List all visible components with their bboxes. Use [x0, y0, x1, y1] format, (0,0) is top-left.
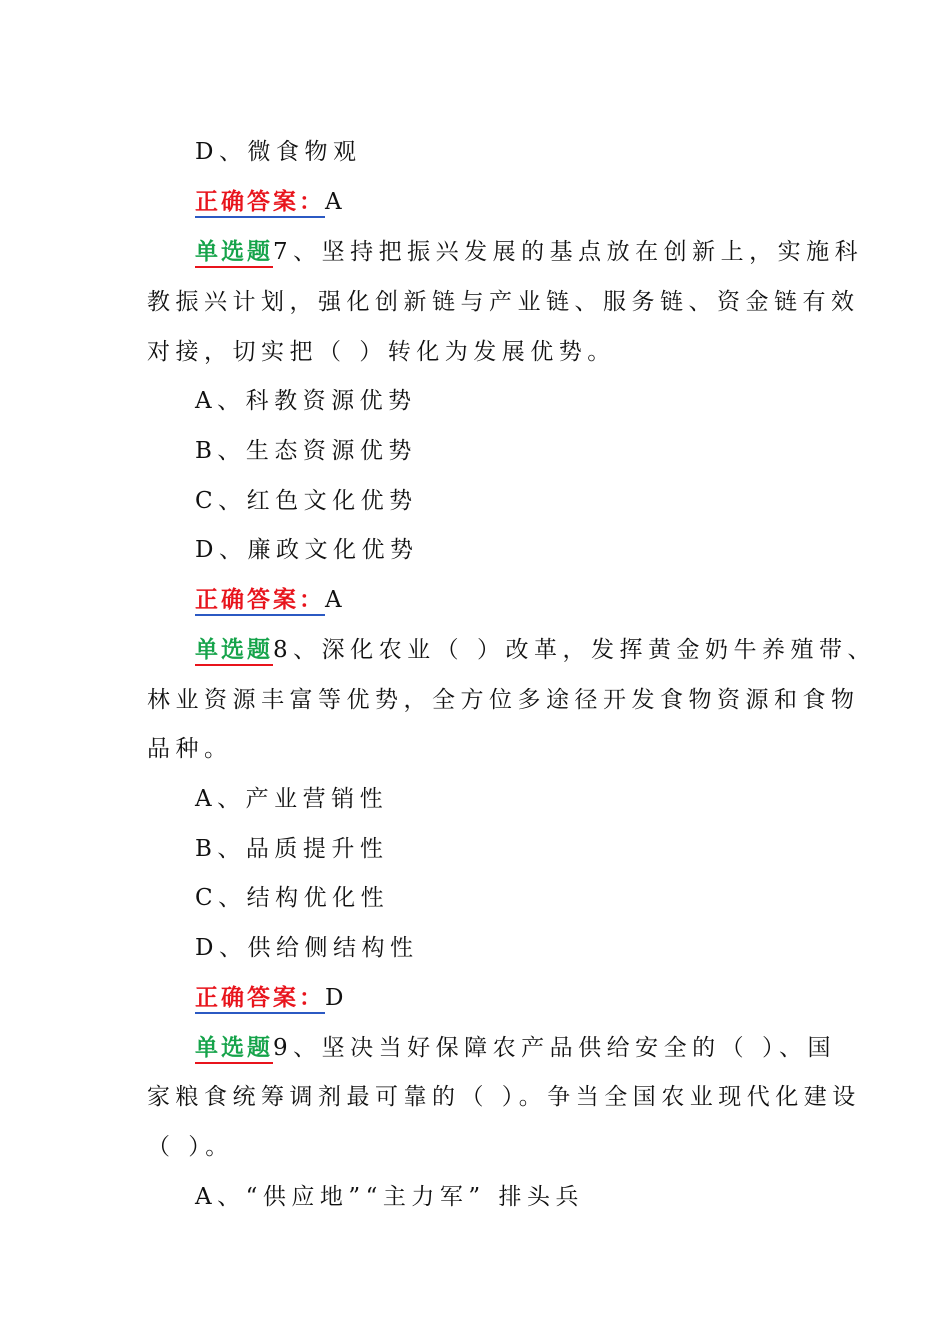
question-type-label: 单选题 [195, 636, 273, 666]
q8-option-b: B、品质提升性 [195, 836, 389, 862]
q7-stem-line3: 对接，切实把（ ）转化为发展优势。 [147, 339, 616, 365]
answer-value: A [325, 587, 348, 613]
q6-option-d: D、微食物观 [195, 139, 362, 165]
q9-stem-line2: 家粮食统筹调剂最可靠的（ ）。争当全国农业现代化建设 [147, 1084, 861, 1110]
q8-option-a: A、产业营销性 [195, 786, 389, 812]
answer-label: 正确答案： [195, 586, 325, 616]
question-type-label: 单选题 [195, 238, 273, 268]
q8-stem-text1: 8、深化农业（ ）改革，发挥黄金奶牛养殖带、 [273, 637, 876, 663]
q7-answer-row [195, 575, 855, 625]
question-type-label: 单选题 [195, 1034, 273, 1064]
q7-option-b: B、生态资源优势 [195, 438, 417, 464]
q8-option-d: D、供给侧结构性 [195, 935, 419, 961]
answer-value: A [325, 189, 348, 215]
answer-value: D [325, 985, 349, 1011]
q8-option-c: C、结构优化性 [195, 885, 390, 911]
q6-answer-row [195, 177, 855, 227]
q7-option-d: D、廉政文化优势 [195, 537, 419, 563]
answer-label: 正确答案： [195, 984, 325, 1014]
q8-stem-line1 [195, 625, 876, 675]
q7-option-c: C、红色文化优势 [195, 488, 418, 514]
q8-stem-line3: 品种。 [147, 736, 233, 762]
q9-stem-text1: 9、坚决当好保障农产品供给安全的（ ）、国 [273, 1035, 836, 1061]
q9-option-a: A、“供应地”“主力军” 排头兵 [195, 1184, 584, 1210]
q9-stem-line1 [195, 1023, 855, 1073]
q7-stem-line2: 教振兴计划，强化创新链与产业链、服务链、资金链有效 [147, 289, 860, 315]
q7-stem-text1: 7、坚持把振兴发展的基点放在创新上，实施科 [273, 239, 864, 265]
q9-stem-line3: （ ）。 [147, 1134, 234, 1160]
q8-stem-line2: 林业资源丰富等优势，全方位多途径开发食物资源和食物 [147, 687, 860, 713]
q7-option-a: A、科教资源优势 [195, 388, 417, 414]
answer-label: 正确答案： [195, 188, 325, 218]
q8-answer-row [195, 973, 855, 1023]
q7-stem-line1 [195, 227, 864, 277]
